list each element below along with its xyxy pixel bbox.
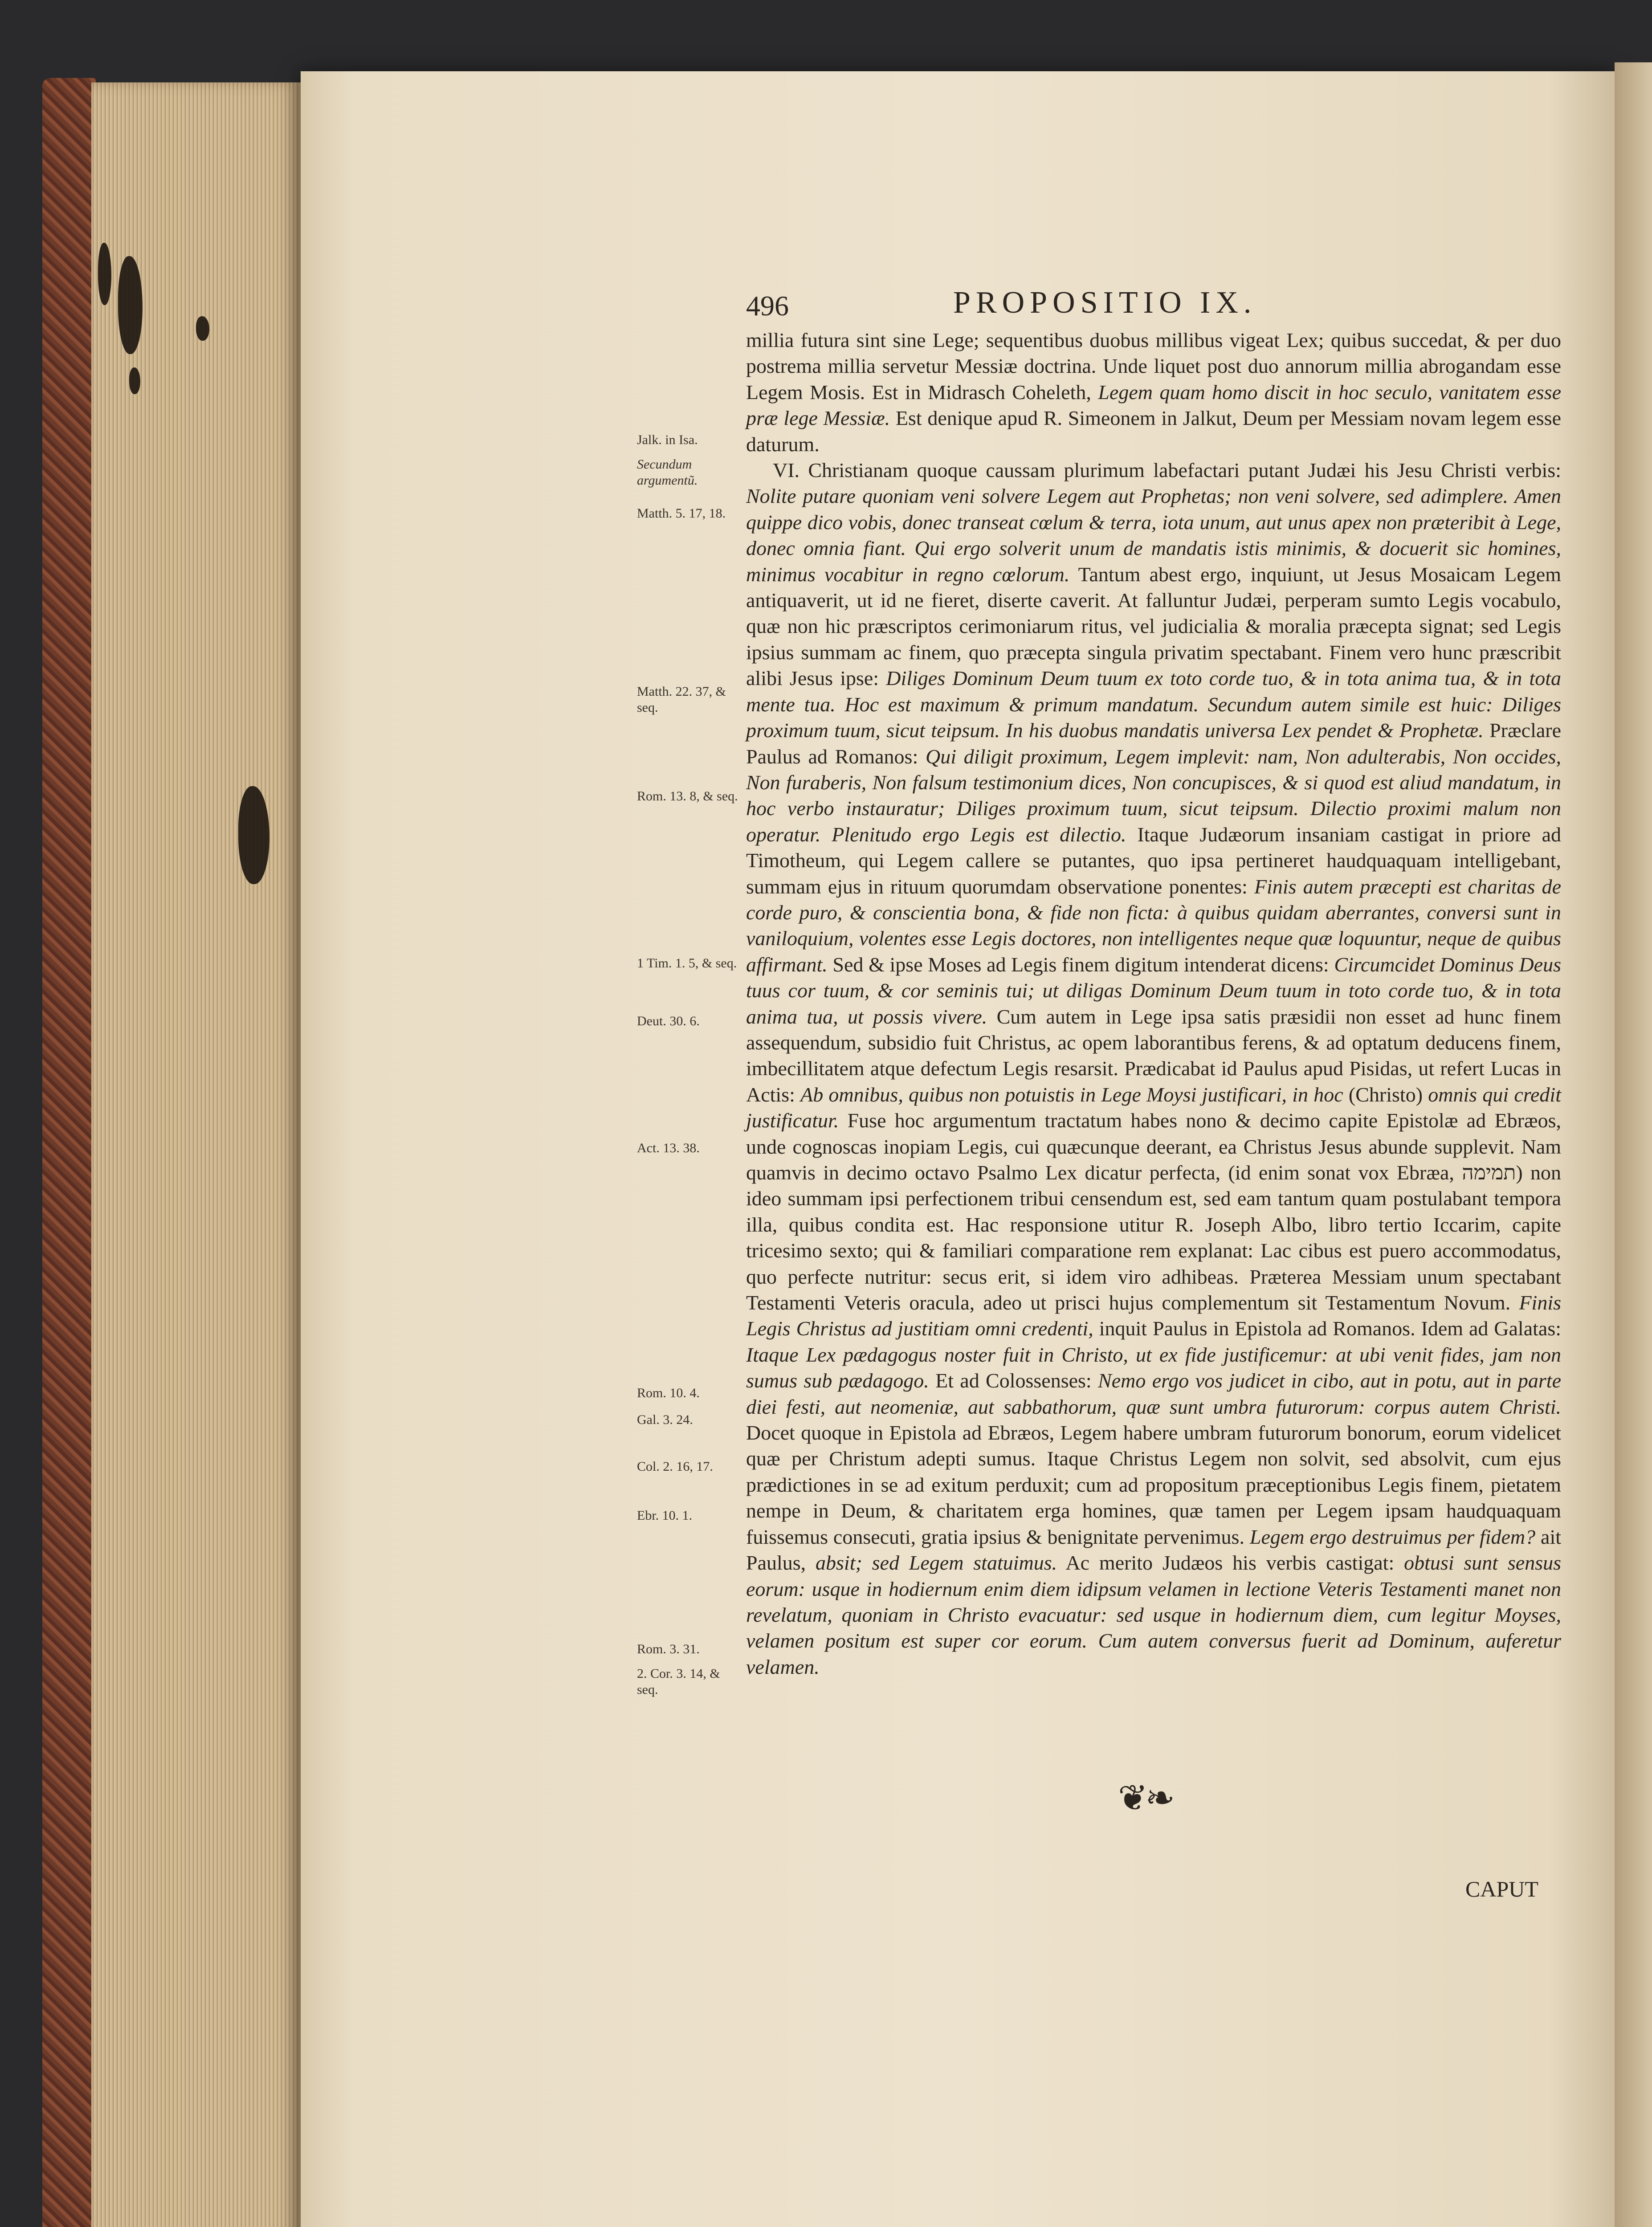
text-run: Ac merito Judæos his verbis castigat: <box>1057 1551 1404 1574</box>
text-run: Et ad Colossenses: <box>929 1369 1098 1392</box>
margin-note: 2. Cor. 3. 14, & seq. <box>637 1666 720 1697</box>
italic-quotation: Diliges Dominum Deum tuum ex toto corde tuo, & in tota anima tua, & in tota mente tua. Hoc est maximum & primum mandatum. Secundum autem simile est huic: Diliges proximum tuum, sicut teipsum. In his duobus mandatis universa Lex pendet & Prophetæ. <box>746 667 1561 742</box>
italic-quotation: Circumcidet Dominus Deus tuus cor tuum, & cor seminis tui; ut diligas Dominum Deum tuum in toto corde tuo, & in tota anima tua, ut possis vivere. <box>746 953 1561 1028</box>
text-run: ait Paulus, <box>746 1525 1562 1574</box>
italic-quotation: Legem ergo destruimus per fidem? <box>1249 1525 1536 1548</box>
margin-note: Secundum argumentũ. <box>637 457 698 488</box>
ink-stain <box>98 243 111 305</box>
text-run: inquit Paulus in Epistola ad Romanos. Idem ad Galatas: <box>1093 1317 1562 1340</box>
text-run: Præclare Paulus ad Romanos: <box>746 719 1562 768</box>
facing-page-edge <box>1615 62 1652 2227</box>
text-run: Sed & ipse Moses ad Legis finem digitum intenderat dicens: <box>827 953 1334 976</box>
italic-quotation: Finis autem præcepti est charitas de corde puro, & conscientia bona, & fide non ficta: à quibus quidam aberrantes, conversi sunt in vaniloquium, volentes esse Legis doctores, non intelligentes neque quæ loquuntur, neque de quibus affirmant. <box>746 875 1561 976</box>
margin-note: Rom. 13. 8, & seq. <box>637 789 738 804</box>
book-cover-edge <box>42 78 96 2227</box>
tailpiece-ornament-icon: ❦❧ <box>1118 1779 1173 1818</box>
paragraph-continuation <box>746 327 1561 457</box>
body-text <box>746 327 1561 1680</box>
italic-quotation: Legem quam homo discit in hoc seculo, vanitatem esse præ lege Messiæ. <box>746 380 1562 430</box>
margin-note: 1 Tim. 1. 5, & seq. <box>637 956 737 971</box>
margin-note: Jalk. in Isa. <box>637 432 698 447</box>
text-run: Est denique apud R. Simeonem in Jalkut, Deum per Messiam novam legem esse daturum. <box>746 407 1561 456</box>
margin-note: Col. 2. 16, 17. <box>637 1459 713 1474</box>
text-run: (Christo) <box>1343 1083 1428 1106</box>
margin-note: Gal. 3. 24. <box>637 1412 693 1427</box>
italic-quotation: omnis qui credit justificatur. <box>746 1083 1561 1132</box>
text-run: VI. Christianam quoque caussam plurimum labefactari putant Judæi his Jesu Christi verbis: <box>773 459 1561 482</box>
text-run: Docet quoque in Epistola ad Ebræos, Legem habere umbram futurorum bonorum, eorum videlicet quæ per Christum adepti sumus. Itaque Christus Legem non solvit, sed absolvit, cum ejus prædictiones in se ad exitum perduxit; cum ad propositum præceptionibus Legis finem, pietatem nempe in Deum, & charitatem erga homines, quæ tamen per Legem ipsam haudquaquam fuissemus consecuti, gratia ipsius & benignitate pervenimus. <box>746 1421 1561 1548</box>
ink-stain <box>118 256 143 354</box>
paragraph-section-vi <box>746 457 1561 1680</box>
margin-note: Rom. 10. 4. <box>637 1386 700 1400</box>
running-head: PROPOSITIO IX. <box>953 286 1257 320</box>
text-run: millia futura sint sine Lege; sequentibus duobus millibus vigeat Lex; quibus succedat, & per duo postrema millia servetur Messiæ doctrina. Unde liquet post duo annorum millia abrogandam esse Legem Mosis. Est in Midrasch Coheleth, <box>746 329 1561 404</box>
text-run: Cum autem in Lege ipsa satis præsidii non esset ad hunc finem assequendum, subsidio fuit Christus, ac opem laborantibus ferens, & ad optatum deducens finem, imbecillitatem atque defectum Legis resarsit. Prædicabat id Paulus apud Pisidas, ut refert Lucas in Actis: <box>746 1005 1561 1106</box>
italic-quotation: Qui diligit proximum, Legem implevit: nam, Non adulterabis, Non occides, Non furaberis, Non falsum testimonium dices, Non concupisces, & si quod est aliud mandatum, in hoc verbo instauratur; Diliges proximum tuum, sicut teipsum. Dilectio proximi malum non operatur. Plenitudo ergo Legis est dilectio. <box>746 745 1561 846</box>
italic-quotation: Finis Legis Christus ad justitiam omni credenti, <box>746 1291 1561 1340</box>
catchword: CAPUT <box>1465 1876 1538 1901</box>
text-run: Itaque Judæorum insaniam castigat in priore ad Timotheum, qui Legem callere se putantes, quo ipsa pertineret haudquaquam intelligebant, summam ejus in rituum quorumdam observatione ponentes: <box>746 823 1562 898</box>
page-block-edge <box>91 82 301 2227</box>
margin-note: Ebr. 10. 1. <box>637 1508 693 1523</box>
italic-quotation: obtusi sunt sensus eorum: usque in hodiernum enim diem idipsum velamen in lectione Veteris Testamenti manet non revelatum, quoniam in Christo evacuatur: sed usque in hodiernum diem, cum legitur Moyses, velamen positum est super cor eorum. Cum autem conversus fuerit ad Dominum, auferetur velamen. <box>746 1551 1562 1678</box>
italic-quotation: Ab omnibus, quibus non potuistis in Lege Moysi justificari, in hoc <box>800 1083 1343 1106</box>
ink-stain <box>129 367 140 394</box>
italic-quotation: Nemo ergo vos judicet in cibo, aut in potu, aut in parte diei festi, aut neomeniæ, aut sabbathorum, quæ sunt umbra futurorum: corpus autem Christi. <box>746 1369 1562 1418</box>
margin-note: Rom. 3. 31. <box>637 1642 700 1656</box>
italic-quotation: Nolite putare quoniam veni solvere Legem aut Prophetas; non veni solvere, sed adimplere. Amen quippe dico vobis, donec transeat cœlum & terra, iota unum, aut unus apex non præteribit à Lege, donec omnia fiant. Qui ergo solverit unum de mandatis istis minimis, & docuerit sic homines, minimus vocabitur in regno cœlorum. <box>746 485 1561 586</box>
ink-stain <box>196 316 209 341</box>
ink-stain <box>238 786 269 884</box>
page-number: 496 <box>746 290 789 322</box>
margin-note: Matth. 22. 37, & seq. <box>637 684 726 715</box>
margin-note: Act. 13. 38. <box>637 1141 700 1155</box>
italic-quotation: absit; sed Legem statuimus. <box>816 1551 1057 1574</box>
margin-note: Deut. 30. 6. <box>637 1014 700 1028</box>
text-run: Fuse hoc argumentum tractatum habes nono & decimo capite Epistolæ ad Ebræos, unde cognoscas inopiam Legis, cui quæcunque deerant, ea Christus Jesus abunde supplevit. Nam quamvis in decimo octavo Psalmo Lex dicatur perfecta, (id enim sonat vox Ebræa, תמימה) non ideo summam ipsi perfectionem tribui censendum est, sed eam tantum quam postulabant tempora illa, quibus condita est. Hac responsione utitur R. Joseph Albo, libro tertio Iccarim, capite tricesimo sexto; qui & familiari comparatione rem explanat: Lac cibus est puero accommodatus, quo perfecte nutritur: secus erit, si idem viro adhibeas. Præterea Messiam unum spectabant Testamenti Veteris oracula, adeo ut prisci hujus complementum sit Testamentum Novum. <box>746 1109 1561 1314</box>
italic-quotation: Itaque Lex pædagogus noster fuit in Christo, ut ex fide justificemur: at ubi venit fides, jam non sumus sub pædagogo. <box>746 1343 1561 1392</box>
margin-note: Matth. 5. 17, 18. <box>637 506 726 521</box>
text-run: Tantum abest ergo, inquiunt, ut Jesus Mosaicam Legem antiquaverit, ut id ne fieret, diserte caverit. At falluntur Judæi, perperam sumto Legis vocabulo, quæ non hic præscriptos cerimoniarum ritus, vel judicialia & moralia præcepta signat; sed Legis ipsius summam ac finem, quo præcepta singula privatim spectabant. Finem vero hunc præscribit alibi Jesus ipse: <box>746 563 1561 690</box>
